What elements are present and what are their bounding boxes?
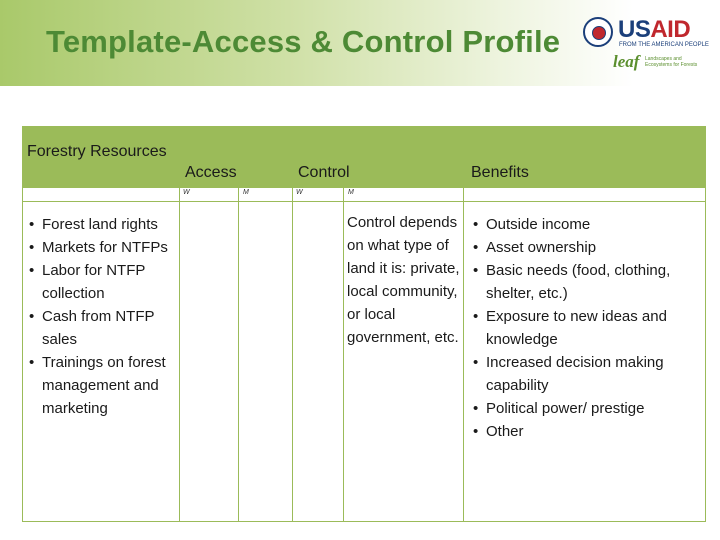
slide-title: Template-Access & Control Profile xyxy=(46,24,561,59)
subheader-access-women: W xyxy=(183,189,190,196)
usaid-logo xyxy=(618,16,690,44)
access-control-table xyxy=(22,126,706,522)
list-item: • Political power/ prestige xyxy=(471,397,703,420)
list-item: • Markets for NTFPs xyxy=(27,236,179,259)
list-item: • Other xyxy=(471,420,703,443)
column-divider xyxy=(343,188,344,522)
list-item: • Increased decision making capability xyxy=(471,351,703,397)
list-item: • Exposure to new ideas and knowledge xyxy=(471,305,703,351)
list-item: • Trainings on forest management and marketing xyxy=(27,351,179,420)
column-divider xyxy=(292,188,293,522)
header-control: Control xyxy=(298,164,350,181)
table-header-row xyxy=(23,127,705,188)
header-resources: Forestry Resources xyxy=(27,143,167,160)
column-divider xyxy=(179,188,180,522)
usaid-logo-aid: AID xyxy=(650,16,691,43)
subheader-control-women: W xyxy=(296,189,303,196)
benefits-list xyxy=(471,213,703,443)
row-divider xyxy=(23,201,705,202)
list-item: • Labor for NTFP collection xyxy=(27,259,179,305)
column-divider xyxy=(238,188,239,522)
logo-area xyxy=(583,14,711,76)
subheader-control-men: M xyxy=(348,189,354,196)
usaid-logo-us: US xyxy=(618,16,651,43)
list-item: • Outside income xyxy=(471,213,703,236)
usaid-tagline: FROM THE AMERICAN PEOPLE xyxy=(619,42,709,48)
resources-list xyxy=(27,213,179,420)
leaf-logo: leaf xyxy=(613,52,640,71)
list-item: • Cash from NTFP sales xyxy=(27,305,179,351)
table-subheader-row xyxy=(23,188,705,201)
usaid-seal-icon xyxy=(583,17,613,47)
list-item: • Forest land rights xyxy=(27,213,179,236)
list-item: • Basic needs (food, clothing, shelter, etc.) xyxy=(471,259,703,305)
leaf-tagline: Landscapes and Ecosystems for Forests xyxy=(645,56,698,68)
header-benefits: Benefits xyxy=(471,164,529,181)
control-note: Control depends on what type of land it is: private, local community, or local government, etc. xyxy=(347,214,460,346)
subheader-access-men: M xyxy=(243,189,249,196)
header-access: Access xyxy=(185,164,237,181)
list-item: • Asset ownership xyxy=(471,236,703,259)
